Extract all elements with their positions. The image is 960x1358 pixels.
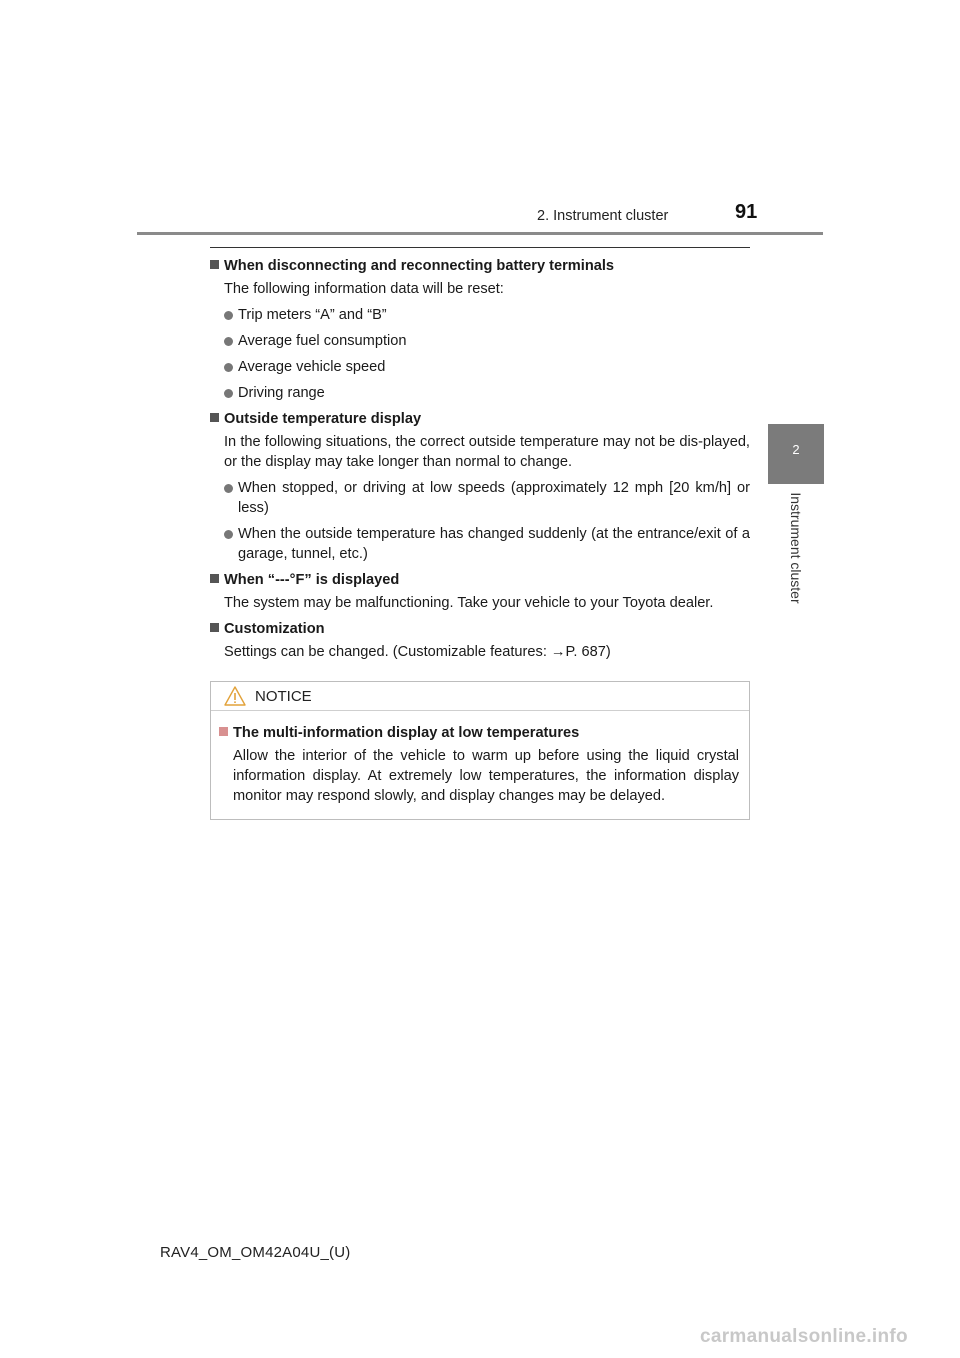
section-title: Customization xyxy=(210,619,750,639)
bullet-dot-icon xyxy=(224,484,233,493)
list-item: When stopped, or driving at low speeds (approximately 12 mph [20 km/h] or less) xyxy=(210,478,750,518)
section-title: Outside temperature display xyxy=(210,409,750,429)
section-dash-display xyxy=(210,570,750,613)
bullet-dot-icon xyxy=(224,337,233,346)
section-customization xyxy=(210,619,750,662)
list-item: Average vehicle speed xyxy=(210,357,750,377)
section-body: Settings can be changed. (Customizable features: →P. 687) xyxy=(224,644,611,660)
notice-body xyxy=(211,711,749,806)
bullet-dot-icon xyxy=(224,530,233,539)
section-body: The following information data will be reset: xyxy=(224,281,504,297)
section-outside-temperature xyxy=(210,409,750,564)
list-item: Average fuel consumption xyxy=(210,331,750,351)
notice-label: NOTICE xyxy=(255,688,312,705)
list-item: Driving range xyxy=(210,383,750,403)
section-body: In the following situations, the correct outside temperature may not be dis-played, or the display may take longer than normal to change. xyxy=(224,434,750,470)
footer-code: RAV4_OM_OM42A04U_(U) xyxy=(160,1244,351,1261)
notice-section-title: The multi-information display at low temperatures xyxy=(219,723,739,743)
square-bullet-icon xyxy=(210,413,219,422)
square-bullet-icon xyxy=(210,260,219,269)
section-title: When disconnecting and reconnecting battery terminals xyxy=(210,256,750,276)
chapter-tab-number: 2 xyxy=(792,442,800,457)
bullet-dot-icon xyxy=(224,363,233,372)
watermark: carmanualsonline.info xyxy=(700,1326,908,1347)
section-battery xyxy=(210,256,750,403)
header-section-title: 2. Instrument cluster xyxy=(537,208,669,224)
list-item: When the outside temperature has changed suddenly (at the entrance/exit of a garage, tunnel, etc.) xyxy=(210,524,750,564)
content-rule xyxy=(210,247,750,248)
page-number: 91 xyxy=(735,201,758,223)
square-bullet-icon xyxy=(210,574,219,583)
notice-text: Allow the interior of the vehicle to warm up before using the liquid crystal information display. At extremely low temperatures, the information display monitor may respond slowly, and display changes may be delayed. xyxy=(233,748,739,804)
square-bullet-icon xyxy=(219,727,228,736)
warning-triangle-icon xyxy=(224,686,246,711)
chapter-side-label: Instrument cluster xyxy=(788,492,804,604)
bullet-dot-icon xyxy=(224,311,233,320)
bullet-list xyxy=(210,305,750,403)
square-bullet-icon xyxy=(210,623,219,632)
notice-box xyxy=(210,681,750,820)
notice-header xyxy=(211,682,749,711)
section-title: When “---°F” is displayed xyxy=(210,570,750,590)
list-item: Trip meters “A” and “B” xyxy=(210,305,750,325)
bullet-list xyxy=(210,478,750,564)
section-body: The system may be malfunctioning. Take your vehicle to your Toyota dealer. xyxy=(224,595,714,611)
header-rule xyxy=(137,232,823,235)
bullet-dot-icon xyxy=(224,389,233,398)
content xyxy=(210,256,750,662)
chapter-tab xyxy=(768,424,824,484)
